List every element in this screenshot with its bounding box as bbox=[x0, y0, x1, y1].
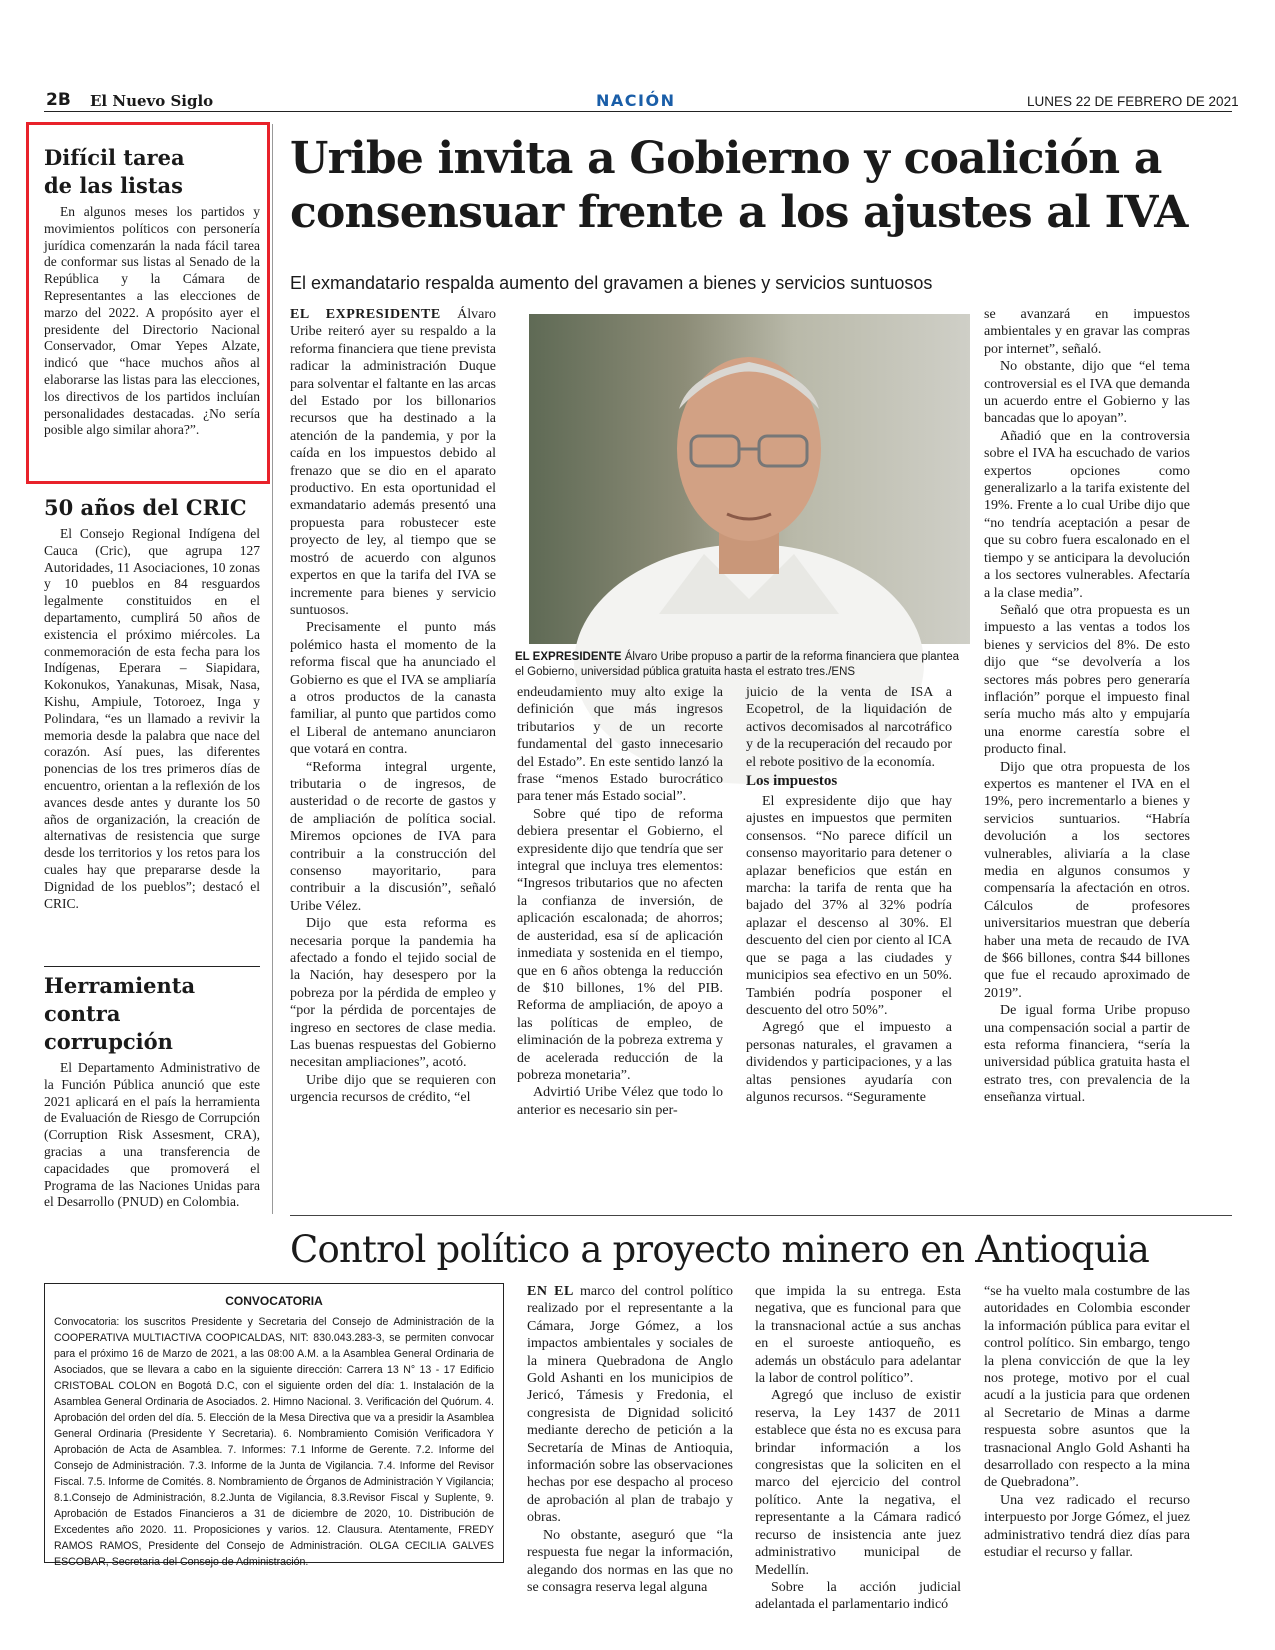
paragraph: se avanzará en impuestos ambientales y en gravar las compras por internet”, señaló. bbox=[984, 307, 1190, 357]
paragraph: juicio de la venta de ISA a Ecopetrol, de la liquidación de activos decomisados al narcotráfico y de la recuperación del recaudo por el rebote positivo de la economía. bbox=[746, 685, 952, 770]
issue-date: LUNES 22 DE FEBRERO DE 2021 bbox=[1027, 94, 1239, 109]
paragraph: “se ha vuelto mala costumbre de las autoridades en Colombia esconder la información pública para evitar el control político. Sin embargo, tengo la plena convicción de que la ley nos protege, motivo por el cual acudí a la justicia para que ordenen al Secretario de Minas a darme respuesta sobre asuntos que la trasnacional Anglo Gold Ashanti ha desarrollado con respecto a la mina de Quebradona”. bbox=[984, 1284, 1190, 1491]
paragraph: Agregó que el impuesto a personas naturales, el gravamen a dividendos y participaciones, y a las altas pensiones ayudaría con algunos recursos. “Seguramente bbox=[746, 1020, 952, 1105]
notice-text: Convocatoria: los suscritos Presidente y Secretaria del Consejo de Administración de la COOPERATIVA MULTIACTIVA COOPICALDAS, NIT: 830.043.283-3, se permiten convocar para el próximo 16 de Marzo de 2021, a las 08:00 A.M. a la Asamblea General Ordinaria de Asociados, que se llevara a cabo en la siguiente dirección: Carrera 13 N° 13 - 17 Edificio CRISTOBAL COLON en Bogotá D.C, con el siguiente orden del día: 1. Instalación de la Asamblea General Ordinaria de Asociados. 2. Himno Nacional. 3. Verificación del Quórum. 4. Aprobación del orden del día. 5. Elección de la Mesa Directiva que va a presidir la Asamblea General Ordinaria (Presidente Y Secretaria). 6. Nombramiento Comisión Verificadora Y Aprobación de Acta de Asamblea. 7. Informes: 7.1 Informe de Gerente. 7.2. Informe del Consejo de Administración. 7.3. Informe de la Junta de Vigilancia. 7.4. Informe del Revisor Fiscal. 7.5. Informe de Comités. 8. Nombramiento de Órganos de Administración Y Vigilancia; 8.1.Consejo de Administración, 8.2.Junta de Vigilancia, 8.3.Revisor Fiscal y Suplente, 9. Aprobación de Estados Financieros a 31 de diciembre de 2020, 10. Distribución de Excedentes año 2020. 11. Proposiciones y varios. 12. Clausura. Atentamente, FREDY RAMOS RAMOS, Presidente del Consejo de Administración. OLGA CECILIA GALVES ESCOBAR, Secretaria del Consejo de Administración. bbox=[54, 1316, 494, 1568]
paragraph: Uribe dijo que se requieren con urgencia recursos de crédito, “el bbox=[290, 1072, 496, 1106]
article-column-1 bbox=[290, 306, 496, 1208]
article-subhead: El exmandatario respalda aumento del gravamen a bienes y servicios suntuosos bbox=[290, 273, 933, 293]
article-headline: Uribe invita a Gobierno y coalición a consensuar frente a los ajustes al IVA bbox=[290, 133, 1188, 238]
sidebar-brief-cric bbox=[44, 494, 260, 912]
brief-title: Herramienta contra corrupción bbox=[44, 973, 196, 1054]
paragraph: El expresidente dijo que hay ajustes en impuestos que permiten consensos. “No parece difícil un consenso mayoritario para detener o aplazar beneficios que están en marcha: la tarifa de renta que ha bajado del 37% al 32% podría aplazar el descenso al 30%. El descuento del cien por ciento al ICA que se paga a las ciudades y municipios sea efectivo en un 50%. También podría posponer el descuento del otro 50%”. bbox=[746, 794, 952, 1018]
divider bbox=[44, 966, 260, 967]
paragraph: endeudamiento muy alto exige la definición que más ingresos tributarios y de un recorte fundamental del gasto innecesario del Estado”. En este sentido lanzó la frase “menos Estado burocrático para tener más Estado social”. bbox=[517, 685, 723, 805]
paragraph: De igual forma Uribe propuso una compensación social a partir de esta reforma financiera, “sería la universidad pública gratuita hasta el estrato tres, con prevalencia de la enseñanza virtual. bbox=[984, 1003, 1190, 1106]
paragraph: Señaló que otra propuesta es un impuesto a las ventas a todos los bienes y servicios del 8%. De esto dijo que “se devolvería a los sectores más pobres pero generaría inflación” porque el impuesto final sería mucho más alto y empujaría una enorme carestía sobre el producto final. bbox=[984, 602, 1190, 758]
notice-title: CONVOCATORIA bbox=[225, 1294, 323, 1308]
paragraph: Añadió que en la controversia sobre el IVA ha escuchado de varios expertos opciones como generalizarlo a la tarifa existente del 19%. Frente a lo cual Uribe dijo que “no tendría aceptación a pesar de que su cobro fuera escalonado en el tiempo y se anticipara la devolución a los sectores vulnerables. Afectaría a la clase media”. bbox=[984, 428, 1190, 601]
section-name: NACIÓN bbox=[596, 91, 676, 110]
kicker: EN EL bbox=[527, 1284, 574, 1299]
article-column-4 bbox=[984, 306, 1190, 1208]
paragraph: “Reforma integral urgente, tributaria o de ingresos, de austeridad o de recorte de gastos y de ampliación de política social. Miremos opciones de IVA para contribuir a la construcción del consenso mayoritario, para contribuir a la discusión”, señaló Uribe Vélez. bbox=[290, 759, 496, 914]
sidebar-brief-lists bbox=[44, 144, 260, 439]
article-column-2 bbox=[517, 684, 723, 1208]
paragraph: que impida la su entrega. Esta negativa, que es funcional para que la transnacional actúe a sus anchas en el suroeste antioqueño, es además un obstáculo para adelantar la labor de control político”. bbox=[755, 1284, 961, 1387]
paragraph: No obstante, aseguró que “la respuesta fue negar la información, alegando dos normas en las que no se consagra reserva legal alguna bbox=[527, 1527, 733, 1595]
article2-column-1 bbox=[527, 1283, 733, 1593]
paragraph: Sobre la acción judicial adelantada el parlamentario indicó bbox=[755, 1579, 961, 1613]
brief-title: 50 años del CRIC bbox=[44, 495, 247, 520]
article2-headline: Control político a proyecto minero en Antioquia bbox=[290, 1228, 1150, 1271]
newspaper-name: El Nuevo Siglo bbox=[90, 92, 214, 110]
section-rule bbox=[290, 1215, 1232, 1216]
brief-text: El Consejo Regional Indígena del Cauca (Cric), que agrupa 127 Autoridades, 11 Asociaciones, 10 zonas y 10 pueblos en 84 resguardos legalmente constituidos en el departamento, cumplirá 50 años de existencia el próximo miércoles. La conmemoración de esta fecha para los Indígenas, Eperara – Siapidara, Kokonukos, Yanakunas, Misak, Nasa, Kishu, Ampiule, Totoroez, Inga y Polindara, “es un llamado a revivir la memoria desde la palabra que nace del corazón. Así pues, las diferentes ponencias de los tres primeros días de encuentro, orientan a la reflexión de los avances desde antes y durante los 50 años de organización, la creación de alternativas de resistencia que surge desde los territorios y los retos para los cuales hay que prepararse desde la Dignidad de los pueblos”; destacó el CRIC. bbox=[44, 526, 260, 911]
paragraph: Dijo que esta reforma es necesaria porque la pandemia ha afectado a fondo el tejido social de la Nación, hay desespero por la pobreza por la pérdida de empleo y “por la pérdida de porcentajes de ingreso en sectores de clase media. Las buenas respuestas del Gobierno necesitan ampliaciones”, acotó. bbox=[290, 916, 496, 1071]
article2-column-2 bbox=[755, 1283, 961, 1613]
article-column-3 bbox=[746, 684, 952, 1208]
paragraph: No obstante, dijo que “el tema controversial es el IVA que demanda un acuerdo entre el Gobierno y las bancadas que lo apoyan”. bbox=[984, 359, 1190, 427]
brief-title: Difícil tarea de las listas bbox=[44, 145, 185, 198]
paragraph: EL EXPRESIDENTE Álvaro Uribe reiteró ayer su respaldo a la reforma financiera que tiene prevista radicar la administración Duque para solventar el faltante en las arcas del Estado por los billonarios recursos que ha destinado a la atención de la pandemia, y por la caída en los impuestos debido al frenazo que se dio en el aparato productivo. En esta oportunidad el exmandatario además presentó una propuesta para robustecer este proyecto de ley, al tiempo que se mostró de acuerdo con algunos expertos en que la tarifa del IVA se incremente para bienes y servicio suntuosos. bbox=[290, 307, 497, 618]
paragraph: Dijo que otra propuesta de los expertos es mantener el IVA en el 19%, pero incrementarlo a bienes y servicios suntuarios. “Habría devolución a los sectores vulnerables, aliviaría a la clase media en algunos consumos y compensaría la afectación en otros. Cálculos de profesores universitarios muestran que debería haber una meta de recaudo de IVA de $66 billones, contra $44 billones que fue el recaudo aproximado de 2019”. bbox=[984, 759, 1190, 1001]
kicker: EL EXPRESIDENTE bbox=[290, 307, 441, 322]
header-rule bbox=[44, 111, 1232, 112]
paragraph: Una vez radicado el recurso interpuesto por Jorge Gómez, el juez administrativo tendrá diez días para estudiar el recurso y fallar. bbox=[984, 1492, 1190, 1561]
column-rule bbox=[272, 124, 273, 1214]
portrait-illustration bbox=[529, 314, 970, 644]
brief-text: El Departamento Administrativo de la Función Pública anunció que este 2021 aplicará en el país la herramienta de Evaluación de Riesgo de Corrupción (Corruption Risk Assesment, CRA), gracias a una transferencia de capacidades que promoverá el Programa de las Naciones Unidas para el Desarrollo (PNUD) en Colombia. bbox=[44, 1060, 260, 1210]
caption-kicker: EL EXPRESIDENTE bbox=[515, 651, 622, 663]
brief-text: En algunos meses los partidos y movimientos políticos con personería jurídica comenzarán la nada fácil tarea de conformar sus listas al Senado de la República y la Cámara de Representantes a las elecciones de marzo del 2022. A propósito ayer el presidente del Directorio Nacional Conservador, Omar Yepes Alzate, indicó que “hace muchos años al elaborarse las listas para las elecciones, los directivos de los partidos incluían personalidades destacadas. ¿No sería posible algo similar ahora?”. bbox=[44, 204, 260, 438]
article2-column-3 bbox=[984, 1283, 1190, 1593]
paragraph: Precisamente el punto más polémico hasta el momento de la reforma fiscal que ha anunciado el Gobierno es que el IVA se ampliaría a otros productos de la canasta familiar, al punto que partidos como el Liberal de antemano anunciaron que votará en contra. bbox=[290, 620, 496, 758]
page-number: 2B bbox=[46, 90, 71, 110]
article-photo bbox=[529, 314, 970, 644]
paragraph: Sobre qué tipo de reforma debiera presentar el Gobierno, el expresidente dijo que tendría que ser integral que incluya tres elementos: “Ingresos tributarios que no afecten la confianza de inversión, de aplicación escalonada; de ahorros; de austeridad, esa sí de aplicación inmediata y sostenida en el tiempo, que en 6 años obtenga la reducción de $10 billones, 1% del PIB. Reforma de ampliación, de apoyo a las políticas de empleo, de eliminación de la pobreza extrema y de acelerada reducción de la pobreza monetaria”. bbox=[517, 806, 723, 1083]
paragraph: Advirtió Uribe Vélez que todo lo anterior es necesario sin per- bbox=[517, 1085, 723, 1118]
sidebar-brief-corruption bbox=[44, 972, 260, 1211]
notice-box bbox=[44, 1283, 504, 1568]
photo-caption: EL EXPRESIDENTE Álvaro Uribe propuso a partir de la reforma financiera que plantea el Gobierno, universidad pública gratuita hasta el estrato tres./ENS bbox=[515, 651, 960, 678]
section-subhead: Los impuestos bbox=[746, 773, 838, 790]
paragraph: EN EL marco del control político realizado por el representante a la Cámara, Jorge Gómez, a los impactos ambientales y sociales de la minera Quebradona de Anglo Gold Ashanti en los municipios de Jericó, Támesis y Fredonia, el congresista de Dignidad solicitó mediante derecho de petición a la Secretaría de Minas de Antioquia, información sobre las observaciones hechas por ese despacho al proceso de aprobación al plan de trabajo y obras. bbox=[527, 1284, 733, 1526]
paragraph: Agregó que incluso de existir reserva, la Ley 1437 de 2011 establece que ésta no es excusa para brindar información a los congresistas que la soliciten en el marco del ejercicio del control político. Ante la negativa, el representante a la Cámara radicó recurso de insistencia ante juez administrativo municipal de Medellín. bbox=[755, 1388, 961, 1578]
